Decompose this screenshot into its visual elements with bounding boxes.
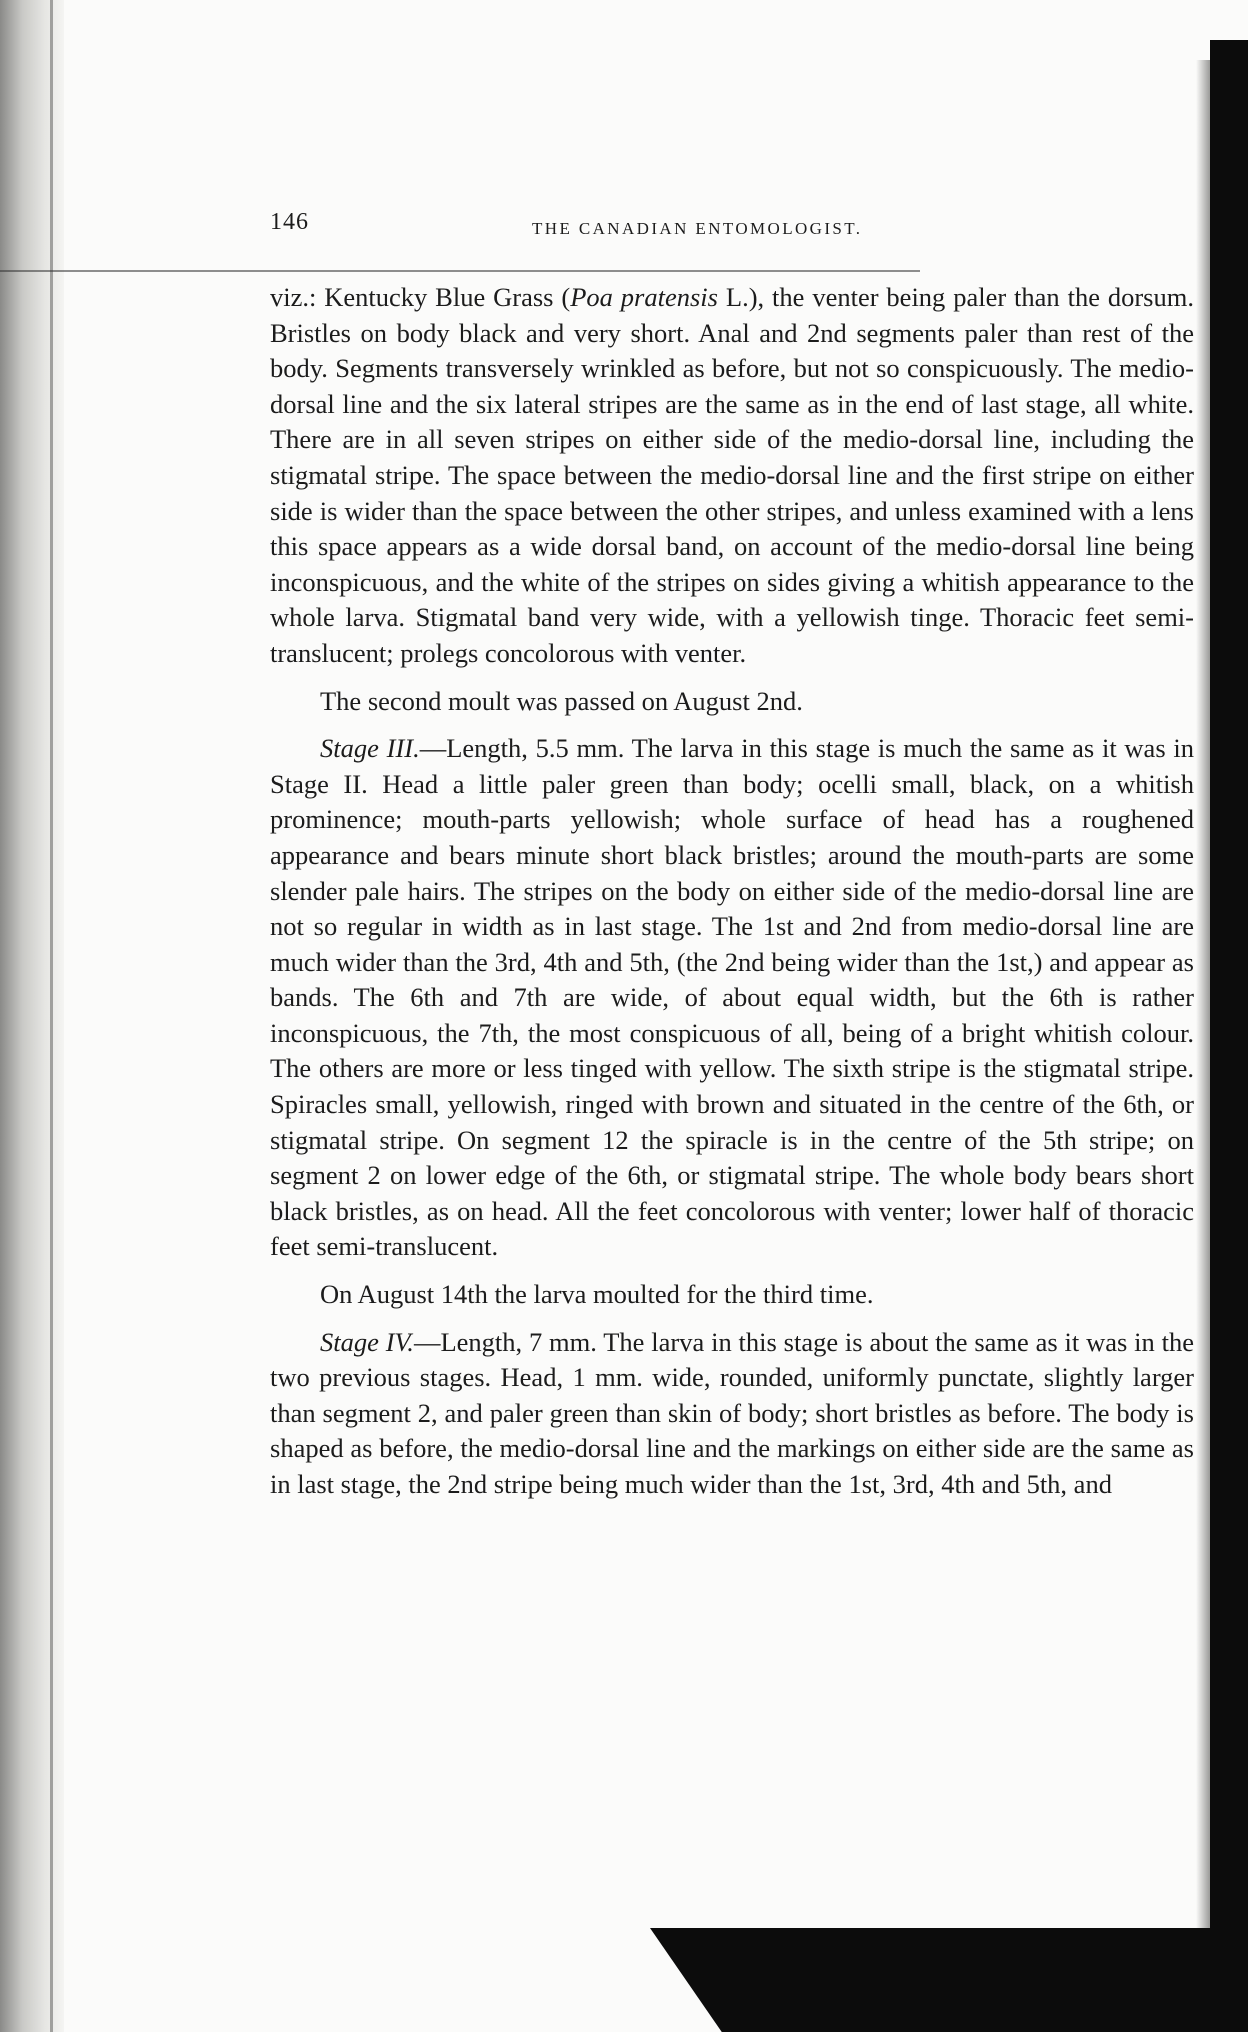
page-number: 146: [270, 209, 309, 235]
paragraph-2-text: The second moult was passed on August 2nd.: [320, 685, 803, 716]
paragraph-5-italic: Stage IV.: [320, 1326, 414, 1357]
running-head: THE CANADIAN ENTOMOLOGIST.: [532, 219, 863, 238]
book-gutter-shadow: [0, 0, 64, 2032]
body-text: [270, 280, 1194, 1515]
header-rule: [0, 270, 920, 272]
paragraph-4-text: On August 14th the larva moulted for the third time.: [320, 1279, 874, 1310]
paragraph-5: [270, 1325, 1194, 1503]
paragraph-3-after: —Length, 5.5 mm. The larva in this stage is much the same as it was in Stage II. Head a little paler green than body; ocelli small, black, on a whitish prominence; mouth-parts yellowish; whole surface of head has a roughened appearance and bears minute short black bristles; around the mouth-parts are some slender pale hairs. The stripes on the body on either side of the medio-dorsal line are not so regular in width as in last stage. The 1st and 2nd from medio-dorsal line are much wider than the 3rd, 4th and 5th, (the 2nd being wider than the 1st,) and appear as bands. The 6th and 7th are wide, of about equal width, but the 6th is rather inconspicuous, the 7th, the most conspicuous of all, being of a bright whitish colour. The others are more or less tinged with yellow. The sixth stripe is the stigmatal stripe. Spiracles small, yellowish, ringed with brown and situated in the centre of the 6th, or stigmatal stripe. On segment 12 the spiracle is in the centre of the 5th stripe; on segment 2 on lower edge of the 6th, or stigmatal stripe. The whole body bears short black bristles, as on head. All the feet concolorous with venter; lower half of thoracic feet semi-translucent.: [270, 733, 1194, 1262]
paragraph-5-after: —Length, 7 mm. The larva in this stage is about the same as it was in the two previous stages. Head, 1 mm. wide, rounded, uniformly punctate, slightly larger than segment 2, and paler green than skin of body; short bristles as before. The body is shaped as before, the medio-dorsal line and the markings on either side are the same as in last stage, the 2nd stripe being much wider than the 1st, 3rd, 4th and 5th, and: [270, 1326, 1194, 1499]
book-spine-line: [50, 0, 53, 2032]
page-header: [270, 205, 1200, 245]
paragraph-1-before: viz.: Kentucky Blue Grass (: [270, 282, 571, 312]
page-edge-shadow: [1196, 60, 1210, 1940]
paragraph-2: [270, 684, 1194, 720]
paragraph-3: [270, 731, 1194, 1265]
header-bar: [270, 205, 1200, 245]
scan-border-bottom: [650, 1928, 1248, 2032]
paragraph-1: [270, 280, 1194, 672]
paragraph-3-italic: Stage III.: [320, 733, 420, 764]
paragraph-1-after: L.), the venter being paler than the dorsum. Bristles on body black and very short. Anal and 2nd segments paler than rest of the body. Segments transversely wrinkled as before, but not so conspicuously. The medio-dorsal line and the six lateral stripes are the same as in the end of last stage, all white. There are in all seven stripes on either side of the medio-dorsal line, including the stigmatal stripe. The space between the medio-dorsal line and the first stripe on either side is wider than the space between the other stripes, and unless examined with a lens this space appears as a wide dorsal band, on account of the medio-dorsal line being inconspicuous, and the white of the stripes on sides giving a whitish appearance to the whole larva. Stigmatal band very wide, with a yellowish tinge. Thoracic feet semi-translucent; prolegs concolorous with venter.: [270, 282, 1194, 668]
paragraph-4: [270, 1277, 1194, 1313]
paragraph-1-italic: Poa pratensis: [570, 282, 718, 312]
scan-border-right: [1210, 40, 1248, 1940]
